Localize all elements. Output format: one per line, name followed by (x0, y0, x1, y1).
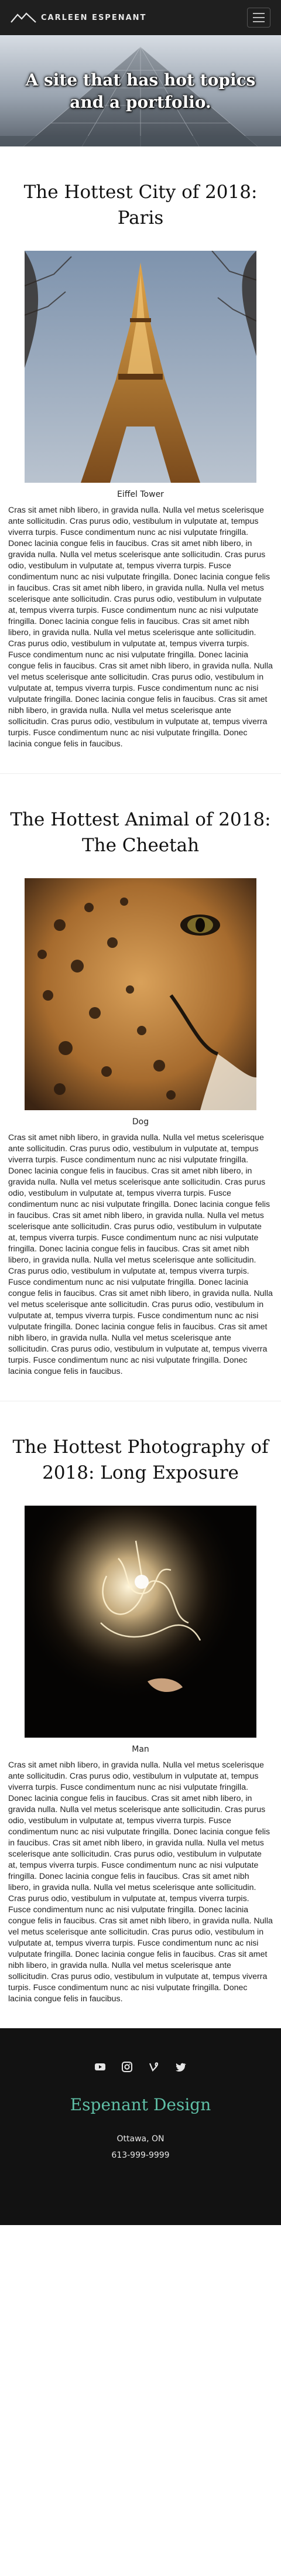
brand-link[interactable] (11, 12, 146, 23)
photo-caption: Dog (132, 1117, 149, 1127)
footer (0, 2028, 281, 2225)
hamburger-bar (253, 21, 265, 22)
photo-caption: Man (132, 1745, 149, 1754)
social-links (0, 2061, 281, 2073)
menu-toggle-button[interactable] (247, 8, 270, 28)
twitter-icon[interactable] (175, 2061, 187, 2073)
vine-icon[interactable] (148, 2061, 160, 2073)
eiffel-tower-photo (25, 251, 256, 483)
hamburger-bar (253, 13, 265, 14)
article-title: The Hottest Animal of 2018: The Cheetah (10, 809, 271, 856)
photo-frame (25, 251, 256, 483)
hamburger-bar (253, 17, 265, 18)
article-paris (0, 146, 281, 773)
photo-caption: Eiffel Tower (117, 490, 164, 499)
photo-frame (25, 1506, 256, 1738)
mountain-logo-icon (11, 12, 36, 23)
footer-phone[interactable]: 613-999-9999 (111, 2151, 170, 2160)
cheetah-photo (25, 878, 256, 1110)
hero-title: A site that has hot topics and a portfolio. (25, 70, 256, 112)
footer-location: Ottawa, ON (116, 2134, 165, 2144)
article-title: The Hottest Photography of 2018: Long Exposure (12, 1437, 269, 1483)
article-body: Cras sit amet nibh libero, in gravida nulla. Nulla vel metus scelerisque ante sollicitudin. Cras purus odio, vestibulum in vulputate at, tempus viverra turpis. Fusce condimentum nunc ac nisi vulputate fringilla. Donec lacinia congue felis in faucibus. Cras sit amet nibh libero, in gravida nulla. Nulla vel metus scelerisque ante sollicitudin. Cras purus odio, vestibulum in vulputate at, tempus viverra turpis. Fusce condimentum nunc ac nisi vulputate fringilla. Donec lacinia congue felis in faucibus. Cras sit amet nibh libero, in gravida nulla. Nulla vel metus scelerisque ante sollicitudin. Cras purus odio, vestibulum in vulputate at, tempus viverra turpis. Fusce condimentum nunc ac nisi vulputate fringilla. Donec lacinia congue felis in faucibus. Cras sit amet nibh libero, in gravida nulla. Nulla vel metus scelerisque ante sollicitudin. Cras purus odio, vestibulum in vulputate at, tempus viverra turpis. Fusce condimentum nunc ac nisi vulputate fringilla. Donec lacinia congue felis in faucibus. Cras sit amet nibh libero, in gravida nulla. Nulla vel metus scelerisque ante sollicitudin. Cras purus odio, vestibulum in vulputate at, tempus viverra turpis. Fusce condimentum nunc ac nisi vulputate fringilla. Donec lacinia congue felis in faucibus. Cras sit amet nibh libero, in gravida nulla. Nulla vel metus scelerisque ante sollicitudin. Cras purus odio, vestibulum in vulputate at, tempus viverra turpis. Fusce condimentum nunc ac nisi vulputate fringilla. Donec lacinia congue felis in faucibus. (8, 506, 273, 749)
navbar (0, 0, 281, 35)
article-cheetah (0, 773, 281, 1401)
article-body: Cras sit amet nibh libero, in gravida nulla. Nulla vel metus scelerisque ante sollicitudin. Cras purus odio, vestibulum in vulputate at, tempus viverra turpis. Fusce condimentum nunc ac nisi vulputate fringilla. Donec lacinia congue felis in faucibus. Cras sit amet nibh libero, in gravida nulla. Nulla vel metus scelerisque ante sollicitudin. Cras purus odio, vestibulum in vulputate at, tempus viverra turpis. Fusce condimentum nunc ac nisi vulputate fringilla. Donec lacinia congue felis in faucibus. Cras sit amet nibh libero, in gravida nulla. Nulla vel metus scelerisque ante sollicitudin. Cras purus odio, vestibulum in vulputate at, tempus viverra turpis. Fusce condimentum nunc ac nisi vulputate fringilla. Donec lacinia congue felis in faucibus. Cras sit amet nibh libero, in gravida nulla. Nulla vel metus scelerisque ante sollicitudin. Cras purus odio, vestibulum in vulputate at, tempus viverra turpis. Fusce condimentum nunc ac nisi vulputate fringilla. Donec lacinia congue felis in faucibus. Cras sit amet nibh libero, in gravida nulla. Nulla vel metus scelerisque ante sollicitudin. Cras purus odio, vestibulum in vulputate at, tempus viverra turpis. Fusce condimentum nunc ac nisi vulputate fringilla. Donec lacinia congue felis in faucibus. Cras sit amet nibh libero, in gravida nulla. Nulla vel metus scelerisque ante sollicitudin. Cras purus odio, vestibulum in vulputate at, tempus viverra turpis. Fusce condimentum nunc ac nisi vulputate fringilla. Donec lacinia congue felis in faucibus. (8, 1760, 273, 2004)
article-long-exposure (0, 1401, 281, 2028)
long-exposure-photo (25, 1506, 256, 1738)
brand-name: CARLEEN ESPENANT (41, 13, 147, 22)
photo-frame (25, 878, 256, 1110)
hero-banner (0, 35, 281, 146)
footer-brand-title: Espenant Design (70, 2095, 211, 2114)
instagram-icon[interactable] (121, 2061, 133, 2073)
article-title: The Hottest City of 2018: Paris (23, 182, 258, 228)
youtube-icon[interactable] (94, 2061, 106, 2073)
article-body: Cras sit amet nibh libero, in gravida nulla. Nulla vel metus scelerisque ante sollicitudin. Cras purus odio, vestibulum in vulputate at, tempus viverra turpis. Fusce condimentum nunc ac nisi vulputate fringilla. Donec lacinia congue felis in faucibus. Cras sit amet nibh libero, in gravida nulla. Nulla vel metus scelerisque ante sollicitudin. Cras purus odio, vestibulum in vulputate at, tempus viverra turpis. Fusce condimentum nunc ac nisi vulputate fringilla. Donec lacinia congue felis in faucibus. Cras sit amet nibh libero, in gravida nulla. Nulla vel metus scelerisque ante sollicitudin. Cras purus odio, vestibulum in vulputate at, tempus viverra turpis. Fusce condimentum nunc ac nisi vulputate fringilla. Donec lacinia congue felis in faucibus. Cras sit amet nibh libero, in gravida nulla. Nulla vel metus scelerisque ante sollicitudin. Cras purus odio, vestibulum in vulputate at, tempus viverra turpis. Fusce condimentum nunc ac nisi vulputate fringilla. Donec lacinia congue felis in faucibus. Cras sit amet nibh libero, in gravida nulla. Nulla vel metus scelerisque ante sollicitudin. Cras purus odio, vestibulum in vulputate at, tempus viverra turpis. Fusce condimentum nunc ac nisi vulputate fringilla. Donec lacinia congue felis in faucibus. Cras sit amet nibh libero, in gravida nulla. Nulla vel metus scelerisque ante sollicitudin. Cras purus odio, vestibulum in vulputate at, tempus viverra turpis. Fusce condimentum nunc ac nisi vulputate fringilla. Donec lacinia congue felis in faucibus. (8, 1133, 273, 1376)
